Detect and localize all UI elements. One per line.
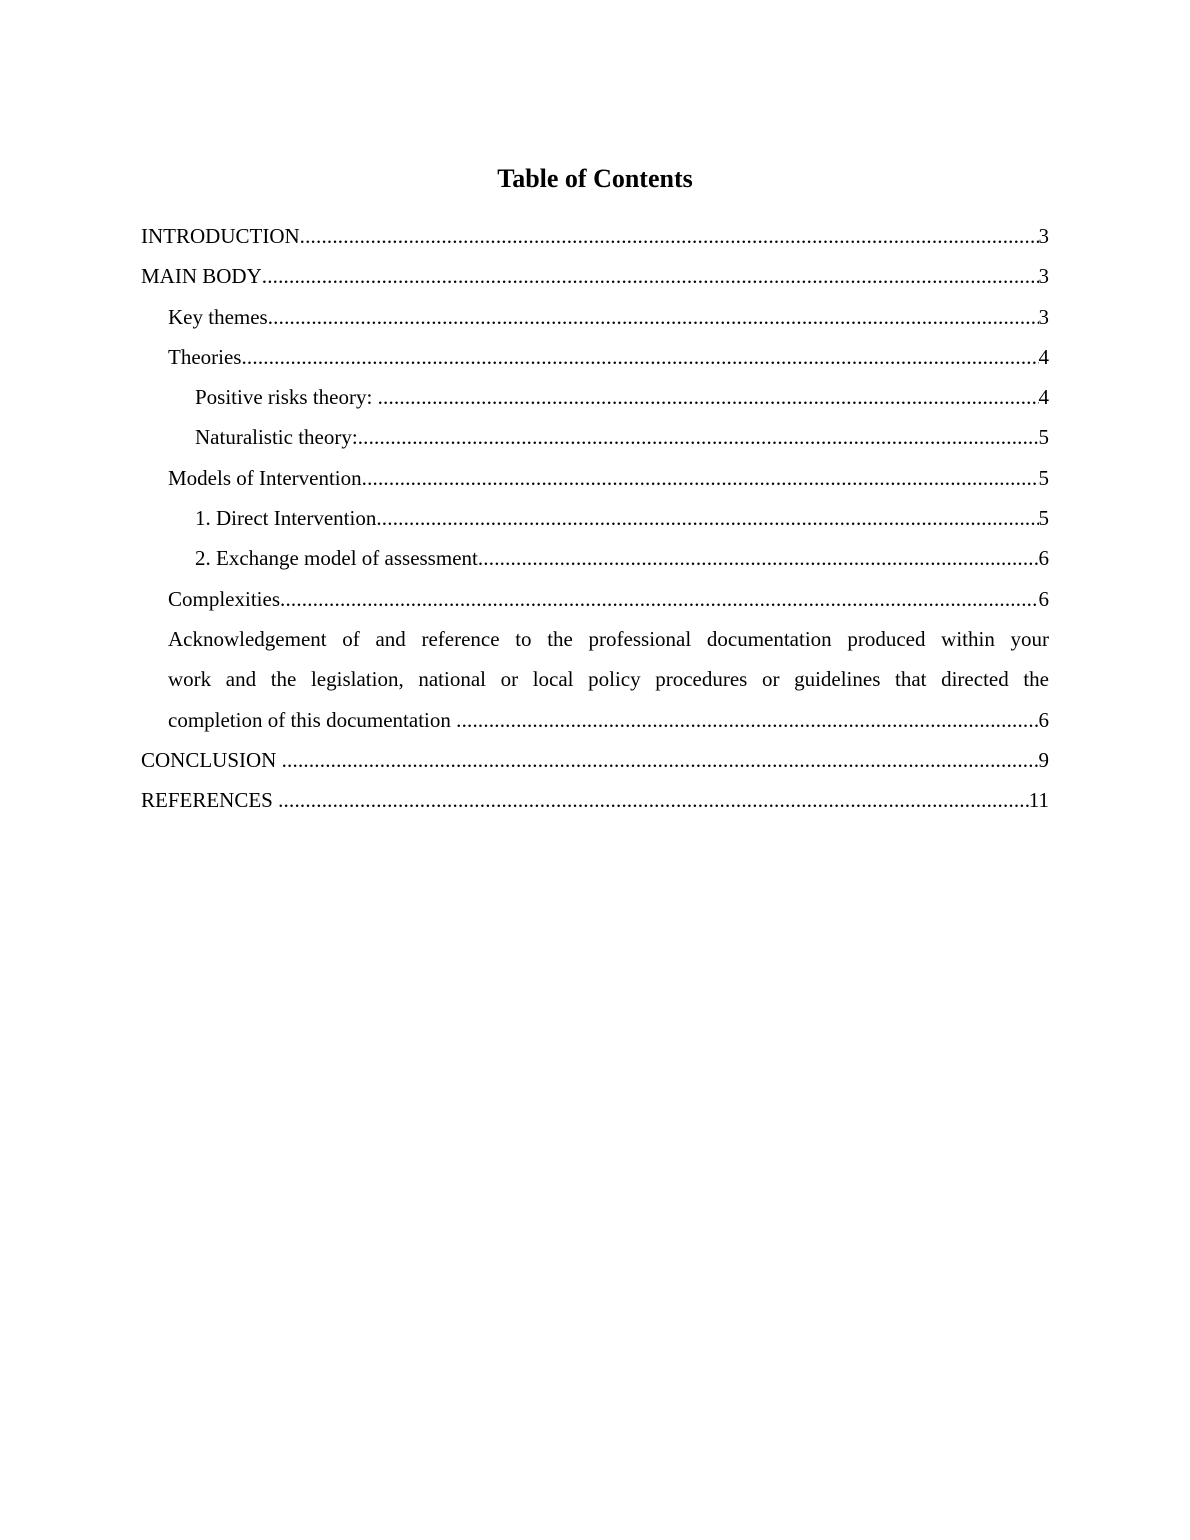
toc-entry-label: Models of Intervention — [168, 465, 362, 490]
toc-list — [141, 216, 1049, 820]
dot-leader — [376, 498, 1038, 538]
toc-entry-references[interactable] — [141, 780, 1049, 820]
toc-page-number: 4 — [1038, 344, 1049, 369]
dot-leader — [358, 417, 1039, 457]
dot-leader — [300, 216, 1039, 256]
toc-entry-direct-intervention[interactable] — [141, 498, 1049, 538]
toc-entry-label: 2. Exchange model of assessment — [195, 546, 478, 571]
dot-leader — [478, 538, 1039, 578]
dot-leader — [362, 458, 1039, 498]
toc-entry-introduction[interactable] — [141, 216, 1049, 256]
toc-entry-label-line: completion of this documentation — [168, 707, 457, 732]
toc-page-number: 3 — [1038, 224, 1049, 248]
toc-entry-conclusion[interactable] — [141, 740, 1049, 780]
toc-entry-label: Key themes — [168, 304, 268, 329]
toc-page-number: 6 — [1038, 707, 1049, 732]
toc-entry-theories[interactable] — [141, 337, 1049, 377]
toc-entry-label: REFERENCES — [141, 788, 279, 813]
toc-entry-label: Complexities — [168, 586, 280, 611]
toc-entry-main-body[interactable] — [141, 256, 1049, 296]
dot-leader — [282, 740, 1039, 780]
toc-entry-label: INTRODUCTION — [141, 224, 300, 248]
toc-page-number: 5 — [1038, 425, 1049, 450]
toc-page-number: 9 — [1038, 747, 1049, 772]
toc-entry-models-of-intervention[interactable] — [141, 458, 1049, 498]
toc-page-number: 3 — [1038, 304, 1049, 329]
toc-entry-label-line: work and the legislation, national or local policy procedures or guidelines that directed the — [168, 667, 1049, 692]
toc-page-number: 5 — [1038, 506, 1049, 531]
toc-page-number: 5 — [1038, 465, 1049, 490]
toc-page-number: 6 — [1038, 586, 1049, 611]
toc-entry-label: CONCLUSION — [141, 747, 282, 772]
toc-page-number: 3 — [1038, 264, 1049, 289]
toc-entry-acknowledgement[interactable] — [141, 619, 1049, 740]
dot-leader — [280, 579, 1039, 619]
toc-entry-key-themes[interactable] — [141, 297, 1049, 337]
dot-leader — [456, 700, 1038, 740]
toc-entry-naturalistic-theory[interactable] — [141, 417, 1049, 457]
dot-leader — [262, 256, 1039, 296]
toc-title: Table of Contents — [497, 164, 693, 193]
dot-leader — [278, 780, 1029, 820]
dot-leader — [241, 337, 1038, 377]
toc-entry-label: 1. Direct Intervention — [195, 506, 377, 531]
toc-entry-label-line: Acknowledgement of and reference to the professional documentation produced within your — [168, 626, 1049, 651]
toc-entry-positive-risks-theory[interactable] — [141, 377, 1049, 417]
toc-page-number: 6 — [1038, 546, 1049, 571]
toc-entry-label: Positive risks theory: — [195, 385, 378, 410]
toc-entry-label: MAIN BODY — [141, 264, 262, 289]
toc-entry-label: Theories — [168, 344, 242, 369]
toc-entry-complexities[interactable] — [141, 579, 1049, 619]
toc-page-number: 4 — [1038, 385, 1049, 410]
toc-entry-label: Naturalistic theory: — [195, 425, 358, 450]
toc-page-number: 11 — [1028, 788, 1049, 813]
toc-entry-exchange-model[interactable] — [141, 538, 1049, 578]
dot-leader — [268, 297, 1039, 337]
dot-leader — [378, 377, 1039, 417]
